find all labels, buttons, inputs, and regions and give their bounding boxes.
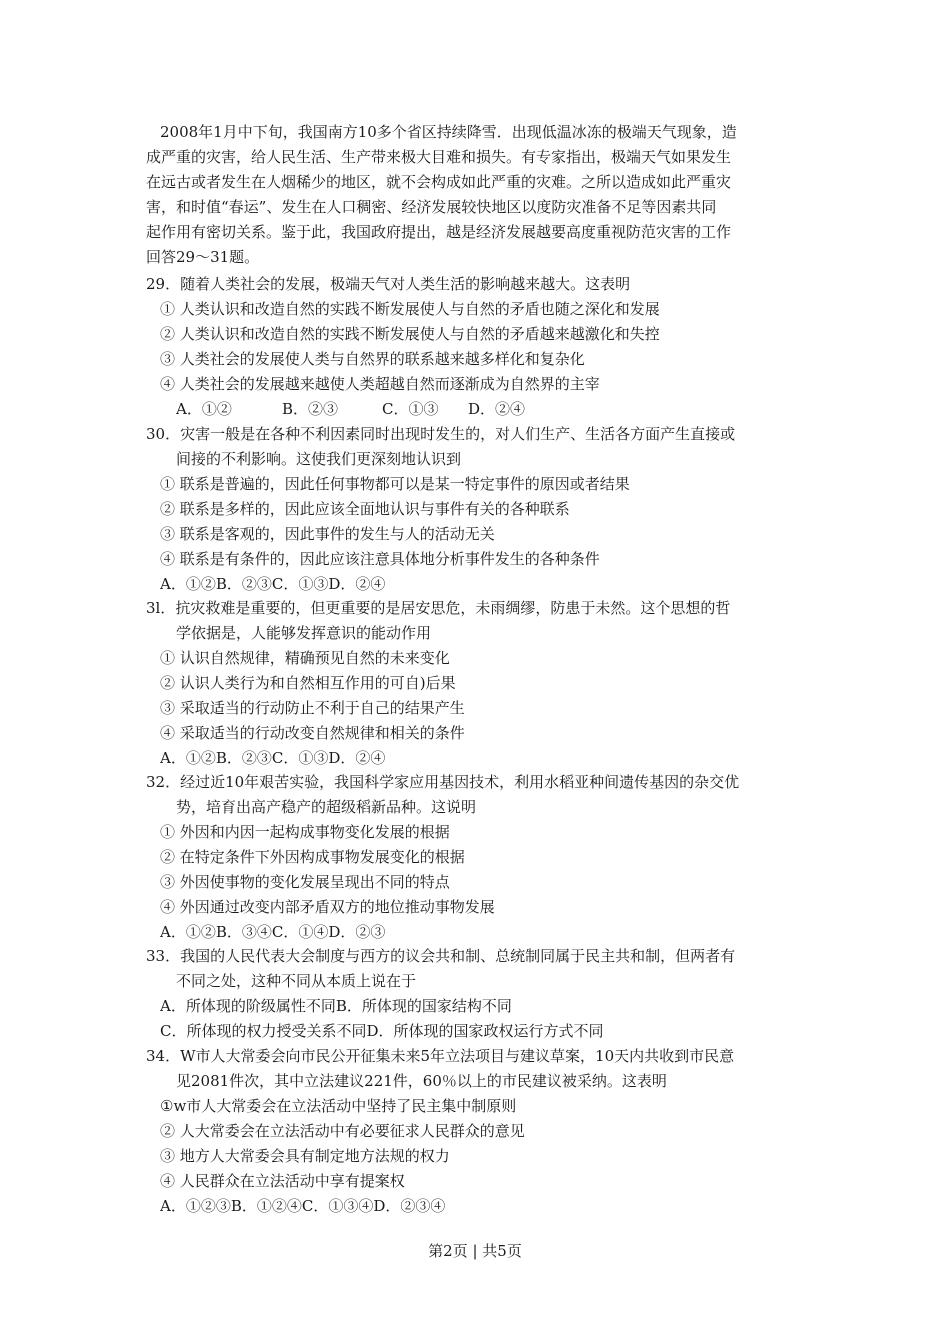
choice-d[interactable]: D．所体现的国家政权运行方式不同	[366, 1022, 604, 1040]
question-33	[146, 944, 826, 1044]
choice-d[interactable]: D．②④	[328, 749, 386, 767]
page-footer: 第2页 | 共5页	[428, 1242, 522, 1260]
question-stem-continued: 势，培育出高产稳产的超级稻新品种。这说明	[176, 798, 477, 816]
intro-line: 起作用有密切关系。鉴于此，我国政府提出，越是经济发展越要高度重视防范灾害的工作	[146, 223, 732, 241]
choice-a[interactable]: A．①②	[160, 575, 216, 593]
choice-c[interactable]: C．①④	[271, 923, 329, 941]
intro-paragraph	[146, 120, 810, 270]
choice-c[interactable]: C．①③	[271, 575, 329, 593]
question-stem: 33．我国的人民代表大会制度与西方的议会共和制、总统制同属于民主共和制，但两者有	[146, 947, 736, 965]
answer-choices	[146, 920, 826, 945]
choice-a[interactable]: A．①②③	[160, 1197, 231, 1215]
choice-d[interactable]: D．②③④	[373, 1197, 446, 1215]
choice-d[interactable]: D．②③	[328, 923, 386, 941]
answer-choices	[146, 397, 826, 422]
statement-option: ④ 联系是有条件的，因此应该注意具体地分析事件发生的各种条件	[160, 550, 600, 568]
question-34	[146, 1044, 826, 1219]
question-stem-continued: 学依据是，人能够发挥意识的能动作用	[176, 624, 432, 642]
statement-option: ④ 外因通过改变内部矛盾双方的地位推动事物发展	[160, 898, 495, 916]
intro-line: 害，和时值“春运”、发生在人口稠密、经济发展较快地区以度防灾准备不足等因素共同	[146, 198, 717, 216]
choice-b[interactable]: B．②③	[215, 749, 272, 767]
choice-b[interactable]: B．①②④	[230, 1197, 302, 1215]
statement-option: ③ 地方人大常委会具有制定地方法规的权力	[160, 1147, 450, 1165]
statement-option: ③ 采取适当的行动防止不利于自己的结果产生	[160, 699, 465, 717]
choice-a[interactable]: A．所体现的阶级属性不同	[160, 997, 336, 1015]
statement-option: ① 外因和内因一起构成事物变化发展的根据	[160, 823, 450, 841]
question-32	[146, 770, 826, 945]
choice-a[interactable]: A．①②	[160, 749, 216, 767]
statement-option: ④ 采取适当的行动改变自然规律和相关的条件	[160, 724, 465, 742]
intro-line: 2008年1月中下旬，我国南方10多个省区持续降雪．出现低温冰冻的极端天气现象，造	[160, 123, 737, 141]
answer-choices-row	[146, 994, 826, 1019]
statement-option: ①w市人大常委会在立法活动中坚持了民主集中制原则	[160, 1097, 517, 1115]
choice-a[interactable]: A．①②	[176, 400, 232, 418]
statement-option: ③ 外因使事物的变化发展呈现出不同的特点	[160, 873, 450, 891]
question-stem: 30．灾害一般是在各种不利因素同时出现时发生的，对人们生产、生活各方面产生直接或	[146, 425, 736, 443]
question-stem: 32．经过近10年艰苦实验，我国科学家应用基因技术，利用水稻亚种间遗传基因的杂交优	[146, 773, 740, 791]
choice-b[interactable]: B．所体现的国家结构不同	[335, 997, 512, 1015]
intro-line: 回答29～31题。	[146, 248, 260, 266]
choice-b[interactable]: B．③④	[215, 923, 272, 941]
question-stem: 29．随着人类社会的发展，极端天气对人类生活的影响越来越大。这表明	[146, 275, 631, 293]
question-stem: 34．W市人大常委会向市民公开征集未来5年立法项目与建议草案，10天内共收到市民意	[146, 1047, 735, 1065]
choice-d[interactable]: D．②④	[328, 575, 386, 593]
intro-line: 成严重的灾害，给人民生活、生产带来极大目难和损失。有专家指出，极端天气如果发生	[146, 148, 732, 166]
question-stem-continued: 不同之处，这种不同从本质上说在于	[176, 972, 417, 990]
question-30	[146, 422, 826, 597]
question-29	[146, 272, 826, 422]
choice-a[interactable]: A．①②	[160, 923, 216, 941]
statement-option: ② 在特定条件下外因构成事物发展变化的根据	[160, 848, 465, 866]
statement-option: ② 认识人类行为和自然相互作用的可自)后果	[160, 674, 456, 692]
statement-option: ③ 人类社会的发展使人类与自然界的联系越来越多样化和复杂化	[160, 350, 585, 368]
statement-option: ③ 联系是客观的，因此事件的发生与人的活动无关	[160, 525, 495, 543]
choice-b[interactable]: B．②③	[215, 575, 272, 593]
answer-choices	[146, 1194, 826, 1219]
answer-choices	[146, 746, 826, 771]
statement-option: ① 联系是普遍的，因此任何事物都可以是某一特定事件的原因或者结果	[160, 475, 630, 493]
question-31	[146, 596, 826, 771]
choice-c[interactable]: C．①③④	[301, 1197, 374, 1215]
choice-c[interactable]: C．①③	[382, 400, 439, 418]
choice-b[interactable]: B．②③	[282, 400, 339, 418]
statement-option: ① 认识自然规律，精确预见自然的未来变化	[160, 649, 450, 667]
choice-c[interactable]: C．①③	[271, 749, 329, 767]
choice-c[interactable]: C．所体现的权力授受关系不同	[160, 1022, 367, 1040]
statement-option: ① 人类认识和改造自然的实践不断发展使人与自然的矛盾也随之深化和发展	[160, 300, 660, 318]
statement-option: ② 人类认识和改造自然的实践不断发展使人与自然的矛盾越来越激化和失控	[160, 325, 660, 343]
question-stem-continued: 间接的不利影响。这使我们更深刻地认识到	[176, 450, 462, 468]
answer-choices-row	[146, 1019, 826, 1044]
question-stem-continued: 见2081件次，其中立法建议221件，60％以上的市民建议被采纳。这表明	[176, 1072, 667, 1090]
intro-line: 在远古或者发生在人烟稀少的地区，就不会构成如此严重的灾难。之所以造成如此严重灾	[146, 173, 732, 191]
answer-choices	[146, 572, 826, 597]
question-stem: 3l．抗灾救难是重要的，但更重要的是居安思危，未雨绸缪，防患于未然。这个思想的哲	[146, 599, 731, 617]
choice-d[interactable]: D．②④	[468, 400, 526, 418]
statement-option: ② 人大常委会在立法活动中有必要征求人民群众的意见	[160, 1122, 525, 1140]
statement-option: ② 联系是多样的，因此应该全面地认识与事件有关的各种联系	[160, 500, 570, 518]
statement-option: ④ 人民群众在立法活动中享有提案权	[160, 1172, 405, 1190]
statement-option: ④ 人类社会的发展越来越使人类超越自然而逐渐成为自然界的主宰	[160, 375, 600, 393]
